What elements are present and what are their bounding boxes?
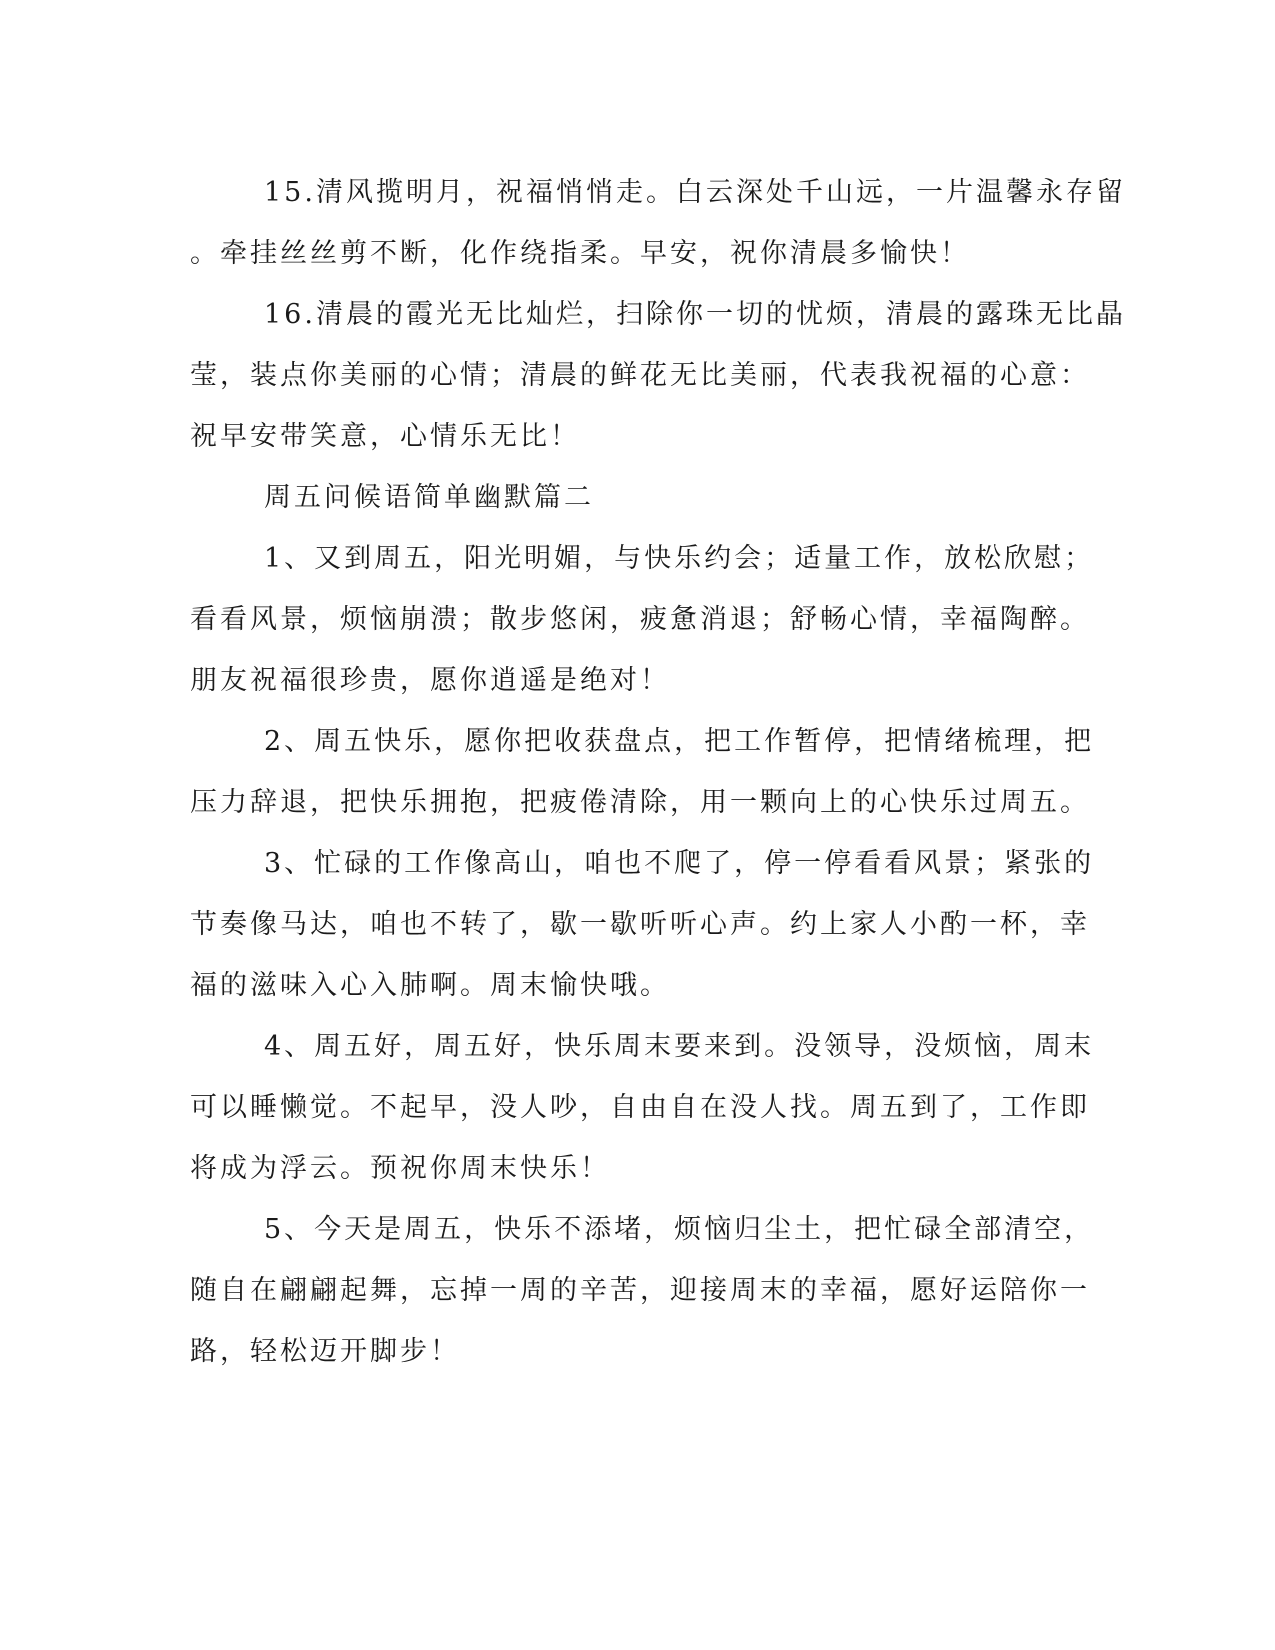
paragraph-line: 4、周五好，周五好，快乐周末要来到。没领导，没烦恼，周末 xyxy=(264,1031,1095,1062)
paragraph-line: 5、今天是周五，快乐不添堵，烦恼归尘土，把忙碌全部清空， xyxy=(264,1214,1095,1245)
paragraph-line: 祝早安带笑意，心情乐无比！ xyxy=(190,421,580,452)
paragraph-line: 将成为浮云。预祝你周末快乐！ xyxy=(190,1153,610,1184)
paragraph-line: 2、周五快乐，愿你把收获盘点，把工作暂停，把情绪梳理，把 xyxy=(264,726,1095,757)
paragraph-line: 压力辞退，把快乐拥抱，把疲倦清除，用一颗向上的心快乐过周五。 xyxy=(190,787,1090,818)
paragraph-line: 看看风景，烦恼崩溃；散步悠闲，疲惫消退；舒畅心情，幸福陶醉。 xyxy=(190,604,1090,635)
paragraph-line: 随自在翩翩起舞，忘掉一周的辛苦，迎接周末的幸福，愿好运陪你一 xyxy=(190,1275,1090,1306)
paragraph-16 xyxy=(190,284,1126,467)
paragraph-line: 1、又到周五，阳光明媚，与快乐约会；适量工作，放松欣慰； xyxy=(264,543,1095,574)
list-item-1 xyxy=(190,528,1095,711)
paragraph-line: 节奏像马达，咱也不转了，歇一歇听听心声。约上家人小酌一杯，幸 xyxy=(190,909,1090,940)
paragraph-line: 3、忙碌的工作像高山，咱也不爬了，停一停看看风景；紧张的 xyxy=(264,848,1095,879)
list-item-4 xyxy=(190,1016,1095,1199)
paragraph-line: 莹，装点你美丽的心情；清晨的鲜花无比美丽，代表我祝福的心意： xyxy=(190,360,1090,391)
list-item-5 xyxy=(190,1199,1095,1382)
paragraph-line: 朋友祝福很珍贵，愿你逍遥是绝对！ xyxy=(190,665,670,696)
document-body xyxy=(190,162,1126,1382)
paragraph-15 xyxy=(190,162,1126,284)
paragraph-line: 路，轻松迈开脚步！ xyxy=(190,1336,460,1367)
paragraph-line: 。牵挂丝丝剪不断，化作绕指柔。早安，祝你清晨多愉快！ xyxy=(190,238,970,269)
paragraph-line: 16.清晨的霞光无比灿烂，扫除你一切的忧烦，清晨的露珠无比晶 xyxy=(264,299,1126,330)
section-heading xyxy=(190,467,1090,528)
paragraph-line: 福的滋味入心入肺啊。周末愉快哦。 xyxy=(190,970,670,1001)
list-item-3 xyxy=(190,833,1095,1016)
section-heading-text: 周五问候语简单幽默篇二 xyxy=(264,482,594,513)
paragraph-line: 15.清风揽明月，祝福悄悄走。白云深处千山远，一片温馨永存留 xyxy=(264,177,1126,208)
paragraph-line: 可以睡懒觉。不起早，没人吵，自由自在没人找。周五到了，工作即 xyxy=(190,1092,1090,1123)
list-item-2 xyxy=(190,711,1095,833)
